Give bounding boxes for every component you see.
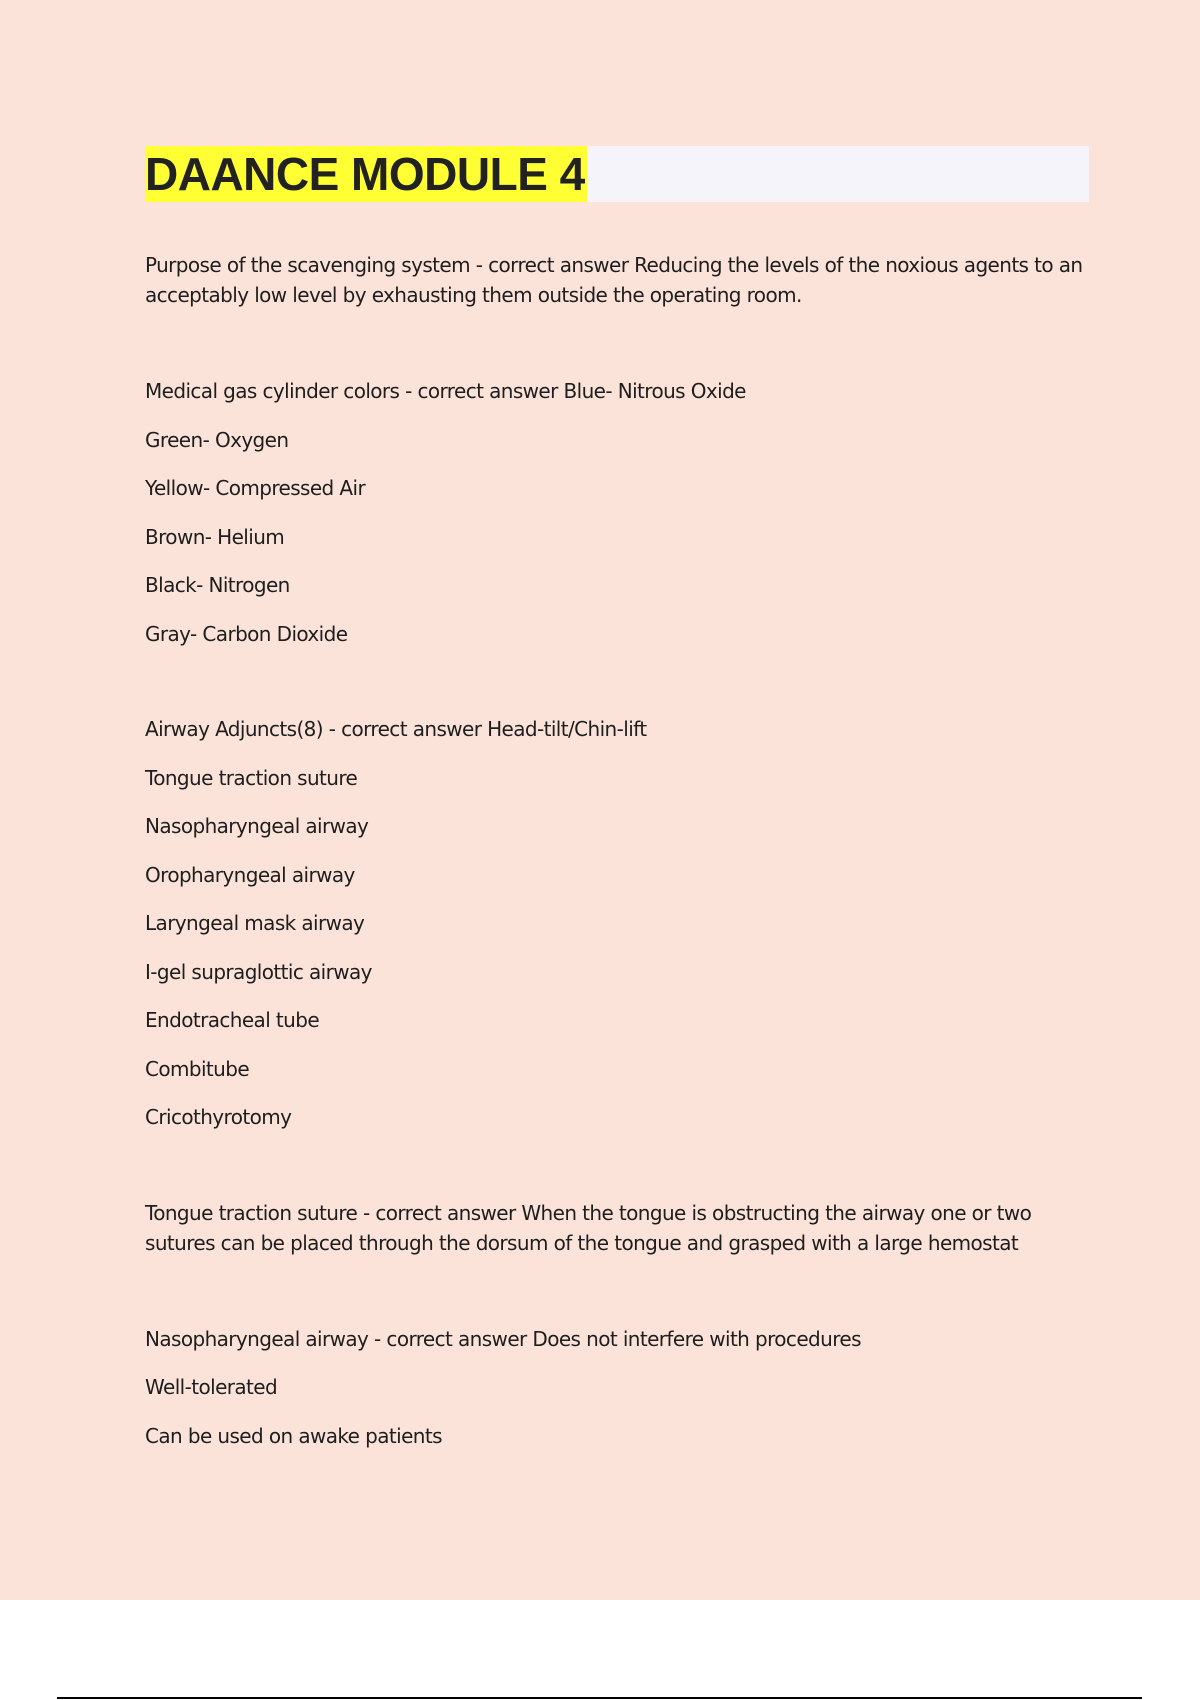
list-item: Nasopharyngeal airway xyxy=(145,814,369,838)
list-item: Yellow- Compressed Air xyxy=(145,476,366,500)
section-spacer xyxy=(145,1151,1090,1198)
list-item: I-gel supraglottic airway xyxy=(145,959,372,984)
section-spacer xyxy=(145,310,1090,376)
qa-block-gas-cylinder-colors xyxy=(145,376,1090,667)
document-body xyxy=(145,250,1090,1469)
list-item: Gray- Carbon Dioxide xyxy=(145,621,348,646)
list-item: Well-tolerated xyxy=(145,1375,278,1399)
list-item: Tongue traction suture xyxy=(145,765,358,790)
list-item: Green- Oxygen xyxy=(145,427,289,452)
qa-block-tongue-traction-suture xyxy=(145,1198,1090,1258)
page-title: DAANCE MODULE 4 xyxy=(145,148,585,200)
list-item: Brown- Helium xyxy=(145,524,285,549)
list-item: Oropharyngeal airway xyxy=(145,862,355,887)
qa-block-nasopharyngeal-airway xyxy=(145,1324,1090,1470)
footer-divider xyxy=(57,1697,1142,1699)
section-spacer xyxy=(145,1258,1090,1324)
qa-question-answer: Medical gas cylinder colors - correct answer Blue- Nitrous Oxide xyxy=(145,379,746,403)
list-item: Laryngeal mask airway xyxy=(145,911,365,935)
qa-question-answer: Tongue traction suture - correct answer When the tongue is obstructing the airway one or two sutures can be placed through the dorsum of the tongue and grasped with a large hemostat xyxy=(145,1200,1032,1255)
list-item: Black- Nitrogen xyxy=(145,573,290,597)
qa-block-scavenging-system xyxy=(145,250,1090,310)
qa-question-answer: Airway Adjuncts(8) - correct answer Head-tilt/Chin-lift xyxy=(145,717,647,741)
list-item: Combitube xyxy=(145,1056,250,1081)
qa-block-airway-adjuncts xyxy=(145,714,1090,1151)
section-spacer xyxy=(145,667,1090,714)
list-item: Can be used on awake patients xyxy=(145,1423,442,1448)
list-item: Endotracheal tube xyxy=(145,1008,320,1032)
list-item: Cricothyrotomy xyxy=(145,1105,292,1129)
qa-question-answer: Nasopharyngeal airway - correct answer Does not interfere with procedures xyxy=(145,1326,861,1351)
qa-question-answer: Purpose of the scavenging system - correct answer Reducing the levels of the noxious agents to an acceptably low level by exhausting them outside the operating room. xyxy=(145,253,1083,307)
